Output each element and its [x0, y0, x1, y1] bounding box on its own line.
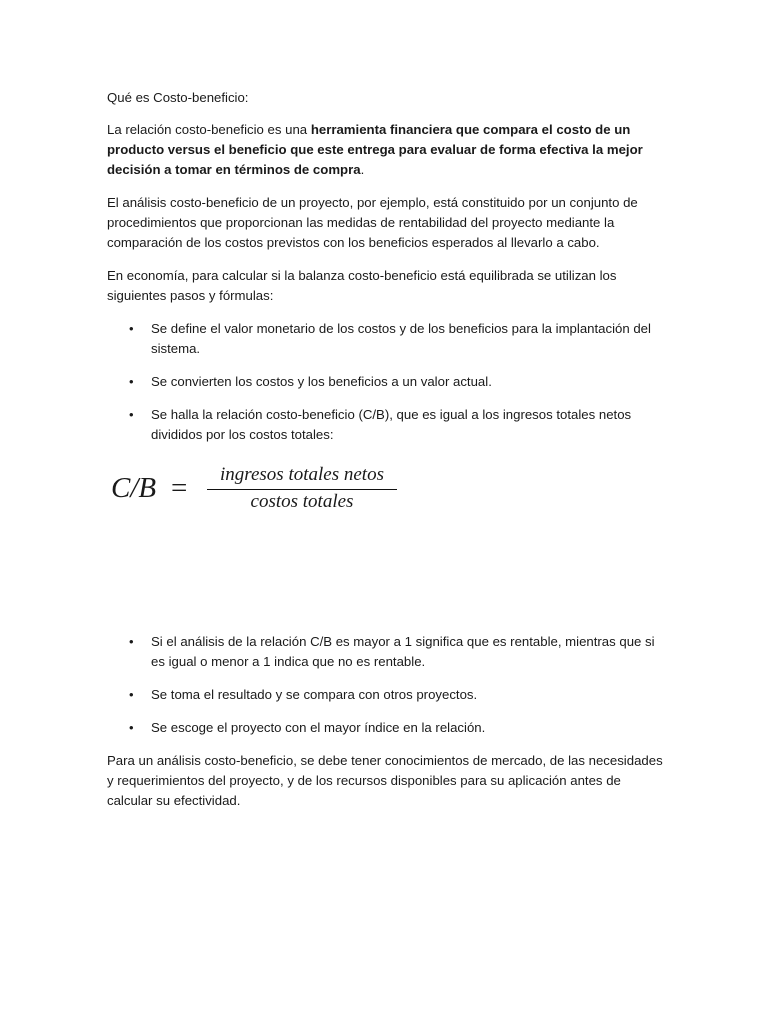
paragraph-definition-lead: La relación costo-beneficio es una — [107, 122, 311, 137]
list-item-text: Se convierten los costos y los beneficios a un valor actual. — [151, 374, 492, 389]
bullet-icon: • — [129, 720, 134, 735]
paragraph-analysis: El análisis costo-beneficio de un proyecto, por ejemplo, está constituido por un conjunto de procedimientos que proporcionan las medidas de rentabilidad del proyecto mediante la comparación de los costos previstos con los beneficios esperados al llevarlo a cabo. — [107, 195, 638, 250]
document-body — [107, 88, 667, 824]
bullet-icon: • — [129, 374, 134, 389]
paragraph-definition-bold: herramienta financiera que compara el costo de un producto versus el beneficio que este entrega para evaluar de forma efectiva la mejor decisión a tomar en términos de compra — [107, 122, 643, 177]
list-item-text: Se toma el resultado y se compara con otros proyectos. — [151, 687, 478, 702]
list-item — [107, 632, 667, 672]
formula-equals: = — [171, 472, 188, 504]
list-item-text: Se define el valor monetario de los costos y de los beneficios para la implantación del sistema. — [151, 321, 651, 356]
bullet-icon: • — [129, 634, 134, 649]
paragraph-conclusion: Para un análisis costo-beneficio, se debe tener conocimientos de mercado, de las necesidades y requerimientos del proyecto, y de los recursos disponibles para su aplicación antes de calcular su efectividad. — [107, 753, 663, 808]
document-heading: Qué es Costo-beneficio: — [107, 90, 249, 105]
paragraph-definition-tail: . — [360, 162, 365, 177]
bullet-icon: • — [129, 407, 134, 422]
bullet-icon: • — [129, 321, 134, 336]
list-item — [107, 718, 667, 738]
list-item — [107, 685, 667, 705]
list-item — [107, 372, 667, 392]
list-item — [107, 405, 667, 445]
formula-denominator: costos totales — [250, 491, 354, 512]
list-item-text: Se escoge el proyecto con el mayor índice en la relación. — [151, 720, 486, 735]
formula-fraction-bar — [207, 489, 397, 490]
list-item-text: Si el análisis de la relación C/B es mayor a 1 significa que es rentable, mientras que si es igual o menor a 1 indica que no es rentable. — [151, 634, 655, 669]
cost-benefit-formula — [107, 458, 667, 632]
bullet-icon: • — [129, 687, 134, 702]
steps-list-bottom — [107, 632, 667, 738]
list-item-text: Se halla la relación costo-beneficio (C/B), que es igual a los ingresos totales netos divididos por los costos totales: — [151, 407, 632, 442]
formula-numerator: ingresos totales netos — [220, 464, 384, 485]
formula-lhs: C/B — [111, 472, 157, 504]
steps-list-top — [107, 319, 667, 445]
list-item — [107, 319, 667, 359]
paragraph-definition — [107, 120, 667, 180]
paragraph-economy: En economía, para calcular si la balanza costo-beneficio está equilibrada se utilizan los siguientes pasos y fórmulas: — [107, 268, 617, 303]
